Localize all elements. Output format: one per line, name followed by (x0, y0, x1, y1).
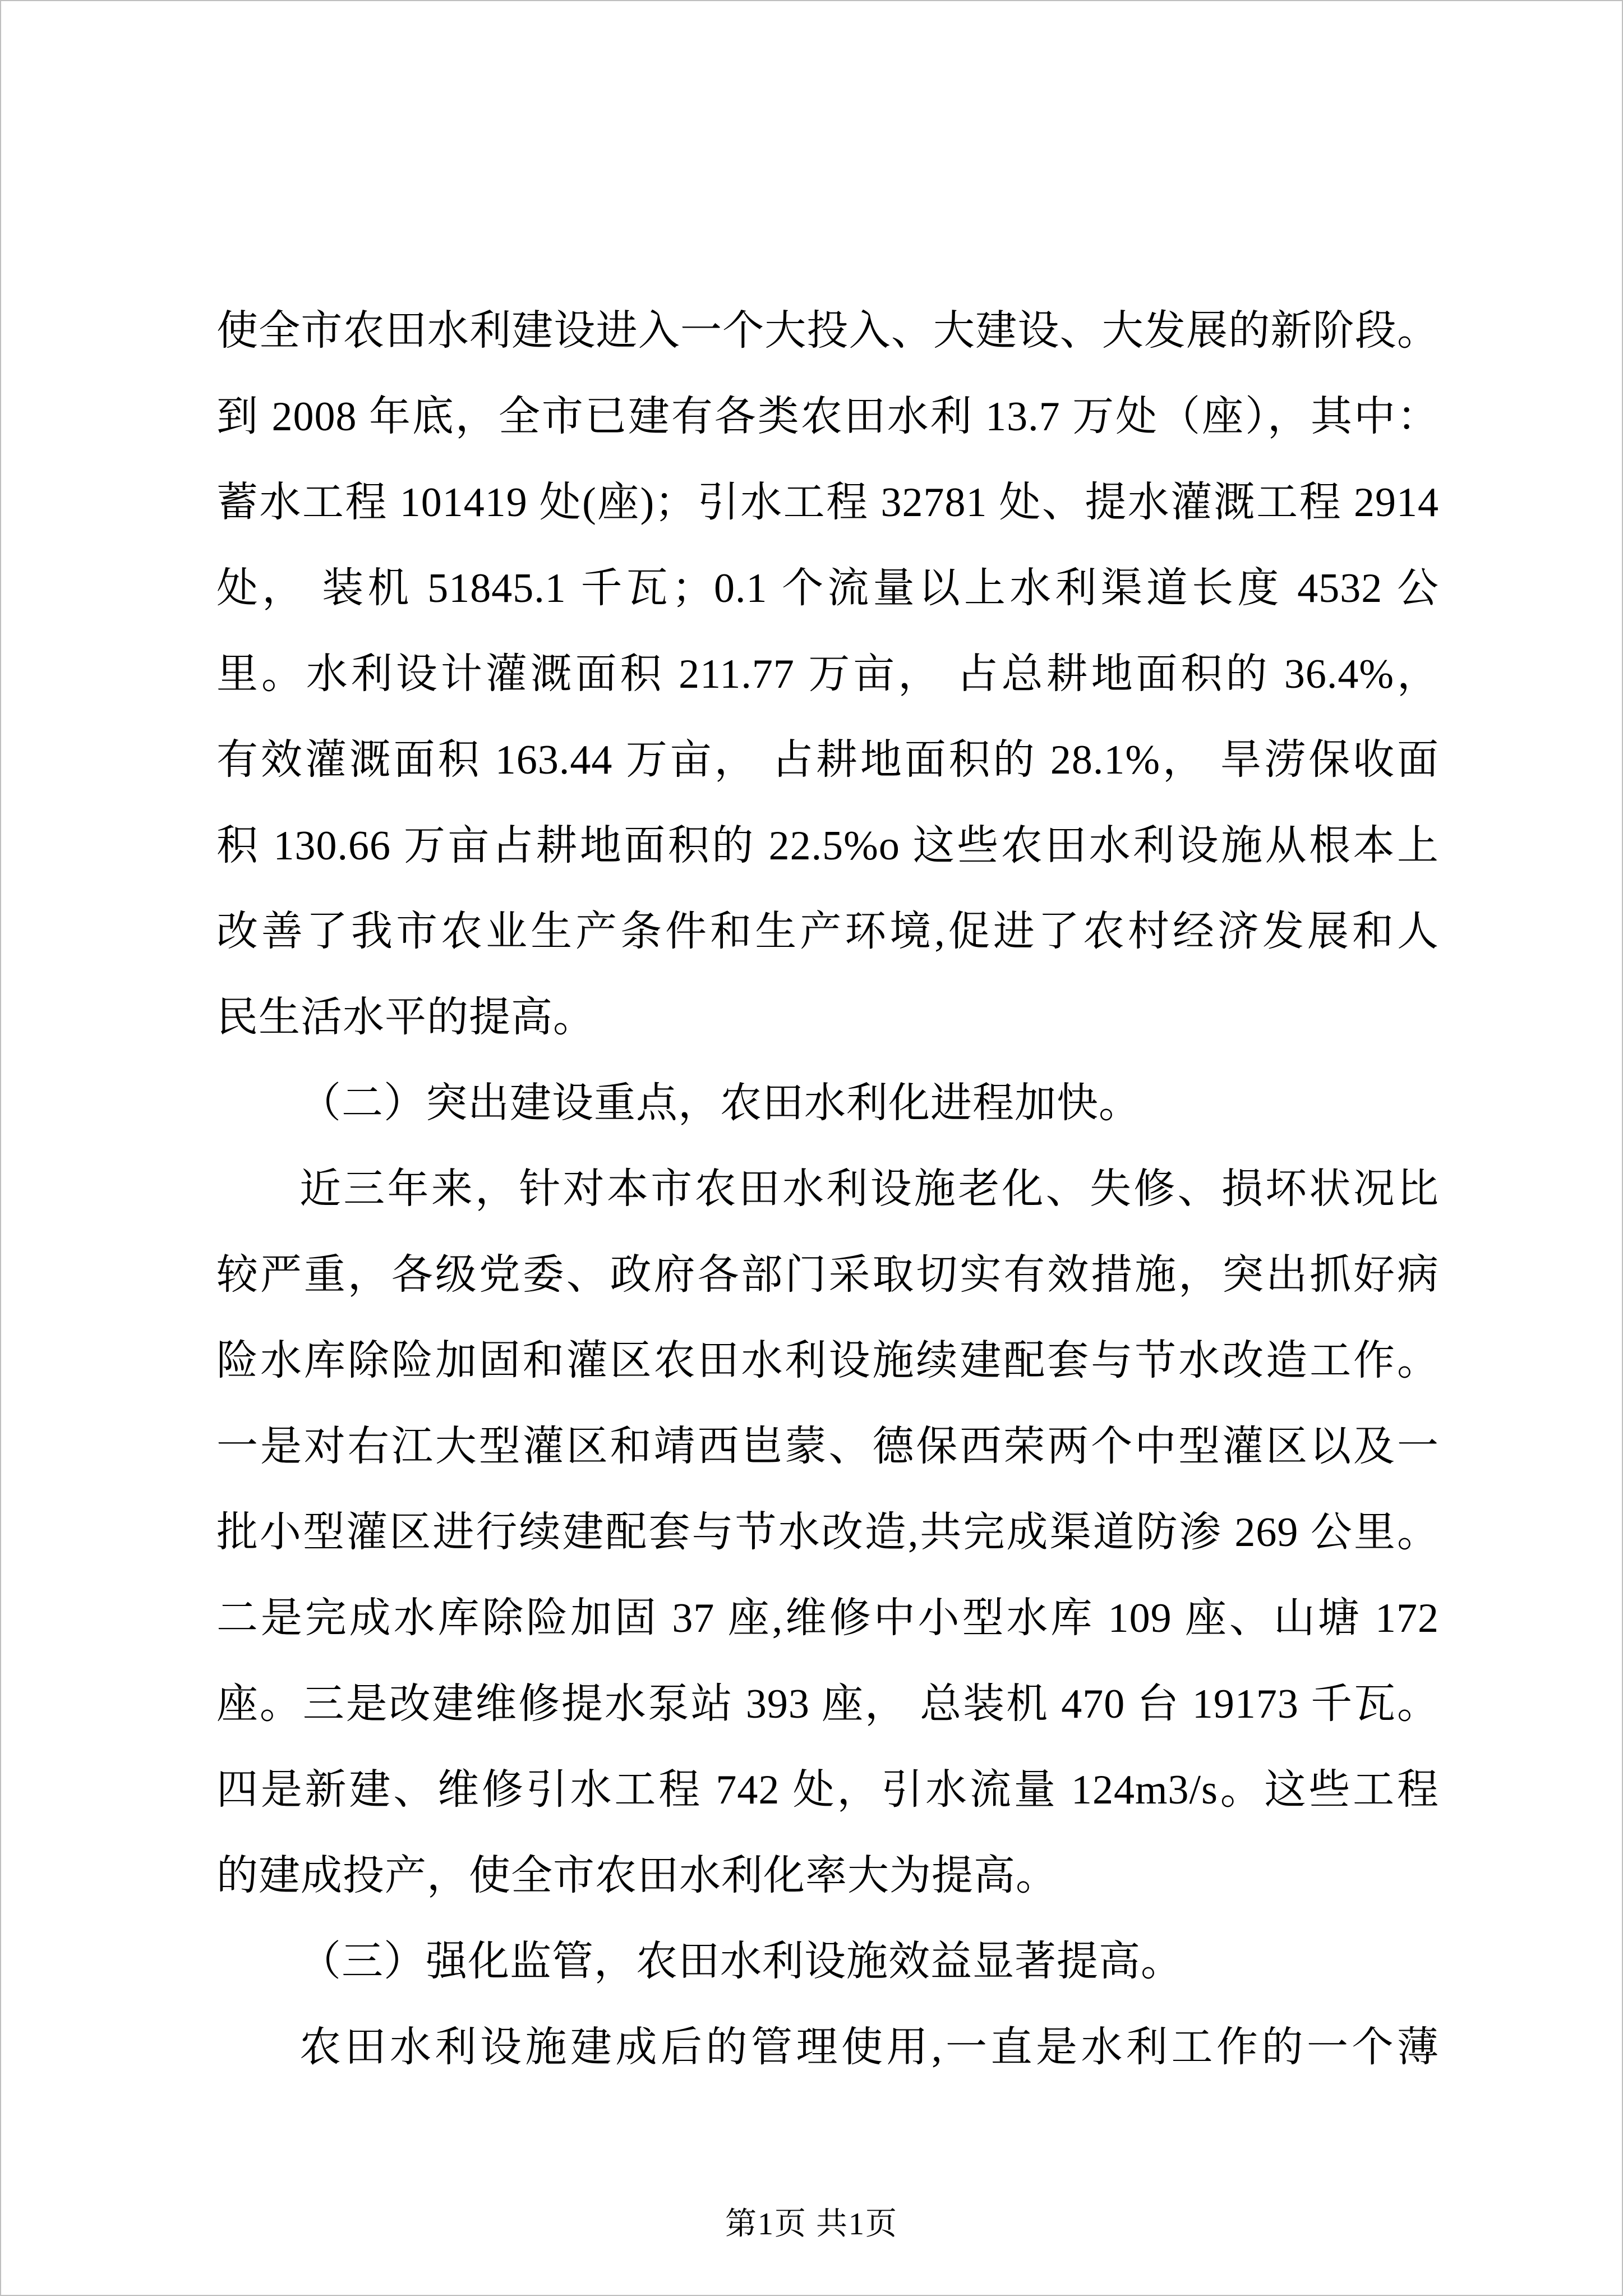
text-line: 民生活水平的提高。 (216, 995, 595, 1041)
text-line: 一是对右江大型灌区和靖西岜蒙、德保西荣两个中型灌区以及一 (216, 1424, 1439, 1470)
text-line: 到 2008 年底，全市已建有各类农田水利 13.7 万处（座），其中： (216, 394, 1439, 440)
text-line: 有效灌溉面积 163.44 万亩， 占耕地面积的 28.1%， 旱涝保收面 (216, 737, 1439, 783)
text-line: 批小型灌区进行续建配套与节水改造,共完成渠道防渗 269 公里。 (216, 1510, 1439, 1556)
text-line: 险水库除险加固和灌区农田水利设施续建配套与节水改造工作。 (216, 1338, 1439, 1384)
text-line: 座。三是改建维修提水泵站 393 座， 总装机 470 台 19173 千瓦。 (216, 1681, 1439, 1727)
text-line: 里。水利设计灌溉面积 211.77 万亩， 占总耕地面积的 36.4%， (216, 651, 1439, 697)
text-line: （二）突出建设重点，农田水利化进程加快。 (299, 1080, 1141, 1126)
text-line: 改善了我市农业生产条件和生产环境,促进了农村经济发展和人 (216, 909, 1439, 955)
text-line: 处， 装机 51845.1 千瓦；0.1 个流量以上水利渠道长度 4532 公 (216, 565, 1439, 611)
text-line: 的建成投产，使全市农田水利化率大为提高。 (216, 1853, 1058, 1899)
page-footer (1, 2207, 1622, 2241)
text-line: 二是完成水库除险加固 37 座,维修中小型水库 109 座、山塘 172 (216, 1595, 1439, 1641)
text-line: 蓄水工程 101419 处(座)；引水工程 32781 处、提水灌溉工程 2914 (216, 480, 1439, 526)
text-line: 近三年来，针对本市农田水利设施老化、失修、损坏状况比 (299, 1166, 1439, 1212)
text-line: （三）强化监管，农田水利设施效益显著提高。 (299, 1939, 1183, 1985)
document-body (216, 288, 1439, 2091)
text-line: 农田水利设施建成后的管理使用,一直是水利工作的一个薄 (299, 2024, 1439, 2070)
text-line: 较严重，各级党委、政府各部门采取切实有效措施，突出抓好病 (216, 1252, 1439, 1298)
text-line: 使全市农田水利建设进入一个大投入、大建设、大发展的新阶段。 (216, 308, 1439, 354)
text-line: 四是新建、维修引水工程 742 处，引水流量 124m3/s。这些工程 (216, 1767, 1439, 1813)
text-line: 积 130.66 万亩占耕地面积的 22.5%o 这些农田水利设施从根本上 (216, 823, 1439, 869)
page-number: 第1页 共1页 (725, 2207, 898, 2242)
